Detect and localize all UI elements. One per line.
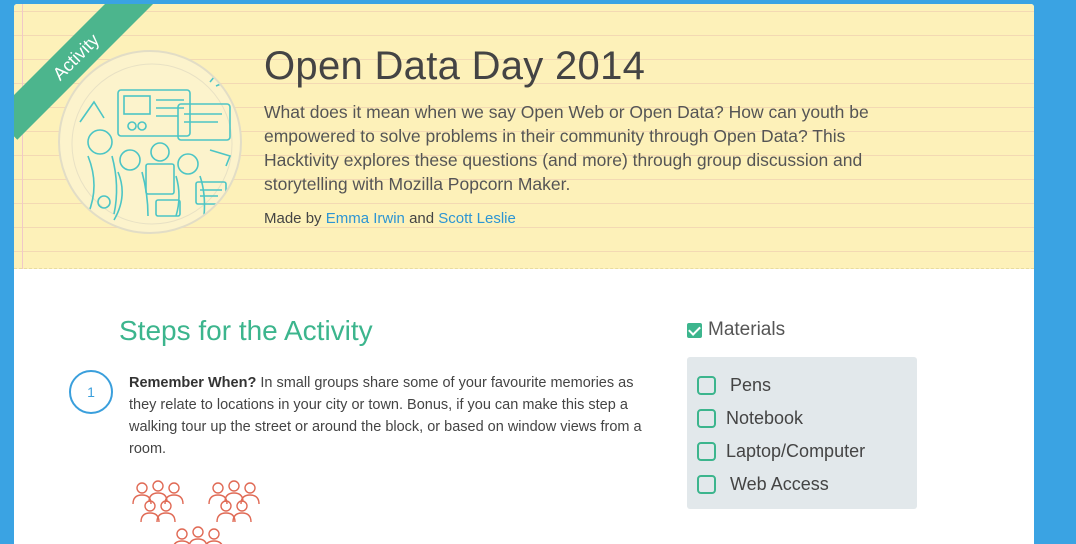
page-description: What does it mean when we say Open Web or Open Data? How can youth be empowered to solve problems in their community through Open Data? This Hacktivity explores these questions (and more) through group discussion and storytelling with Mozilla Popcorn Maker. xyxy=(264,102,869,194)
page-title: Open Data Day 2014 xyxy=(264,44,646,88)
activity-ribbon-label: Activity xyxy=(14,4,154,140)
material-label: Web Access xyxy=(730,474,829,494)
material-label: Pens xyxy=(730,375,772,395)
materials-heading xyxy=(687,319,785,341)
material-item-notebook[interactable] xyxy=(687,402,917,435)
material-item-pens[interactable] xyxy=(687,369,917,402)
checkbox[interactable] xyxy=(697,409,716,428)
checkbox[interactable] xyxy=(697,475,716,494)
activity-ribbon xyxy=(14,4,154,144)
activity-card xyxy=(14,4,1034,544)
made-by-label: Made by xyxy=(264,210,322,227)
step-1-text xyxy=(129,372,659,460)
checkbox[interactable] xyxy=(697,442,716,461)
material-item-web-access[interactable] xyxy=(687,468,917,501)
group-people-icon xyxy=(128,478,268,544)
step-number-badge: 1 xyxy=(69,370,113,414)
material-item-laptop[interactable] xyxy=(687,435,917,468)
step-1-heading: Remember When? xyxy=(129,375,257,391)
material-label: Notebook xyxy=(726,408,804,428)
hero-banner xyxy=(14,4,1034,269)
material-label: Laptop/Computer xyxy=(726,441,866,461)
author-credit xyxy=(264,210,516,227)
author-link-emma-irwin[interactable]: Emma Irwin xyxy=(325,210,405,227)
author-link-scott-leslie[interactable]: Scott Leslie xyxy=(438,210,516,227)
materials-check-icon xyxy=(687,323,702,338)
steps-heading: Steps for the Activity xyxy=(119,315,373,346)
checkbox[interactable] xyxy=(697,376,716,395)
step-1-body: In small groups share some of your favourite memories as they relate to locations in your city or town. Bonus, if you can make this step a walking tour up the street or around the block, or based on window views from a room. xyxy=(129,375,642,457)
materials-title: Materials xyxy=(708,319,786,340)
materials-list xyxy=(687,357,917,509)
and-label: and xyxy=(409,210,435,227)
